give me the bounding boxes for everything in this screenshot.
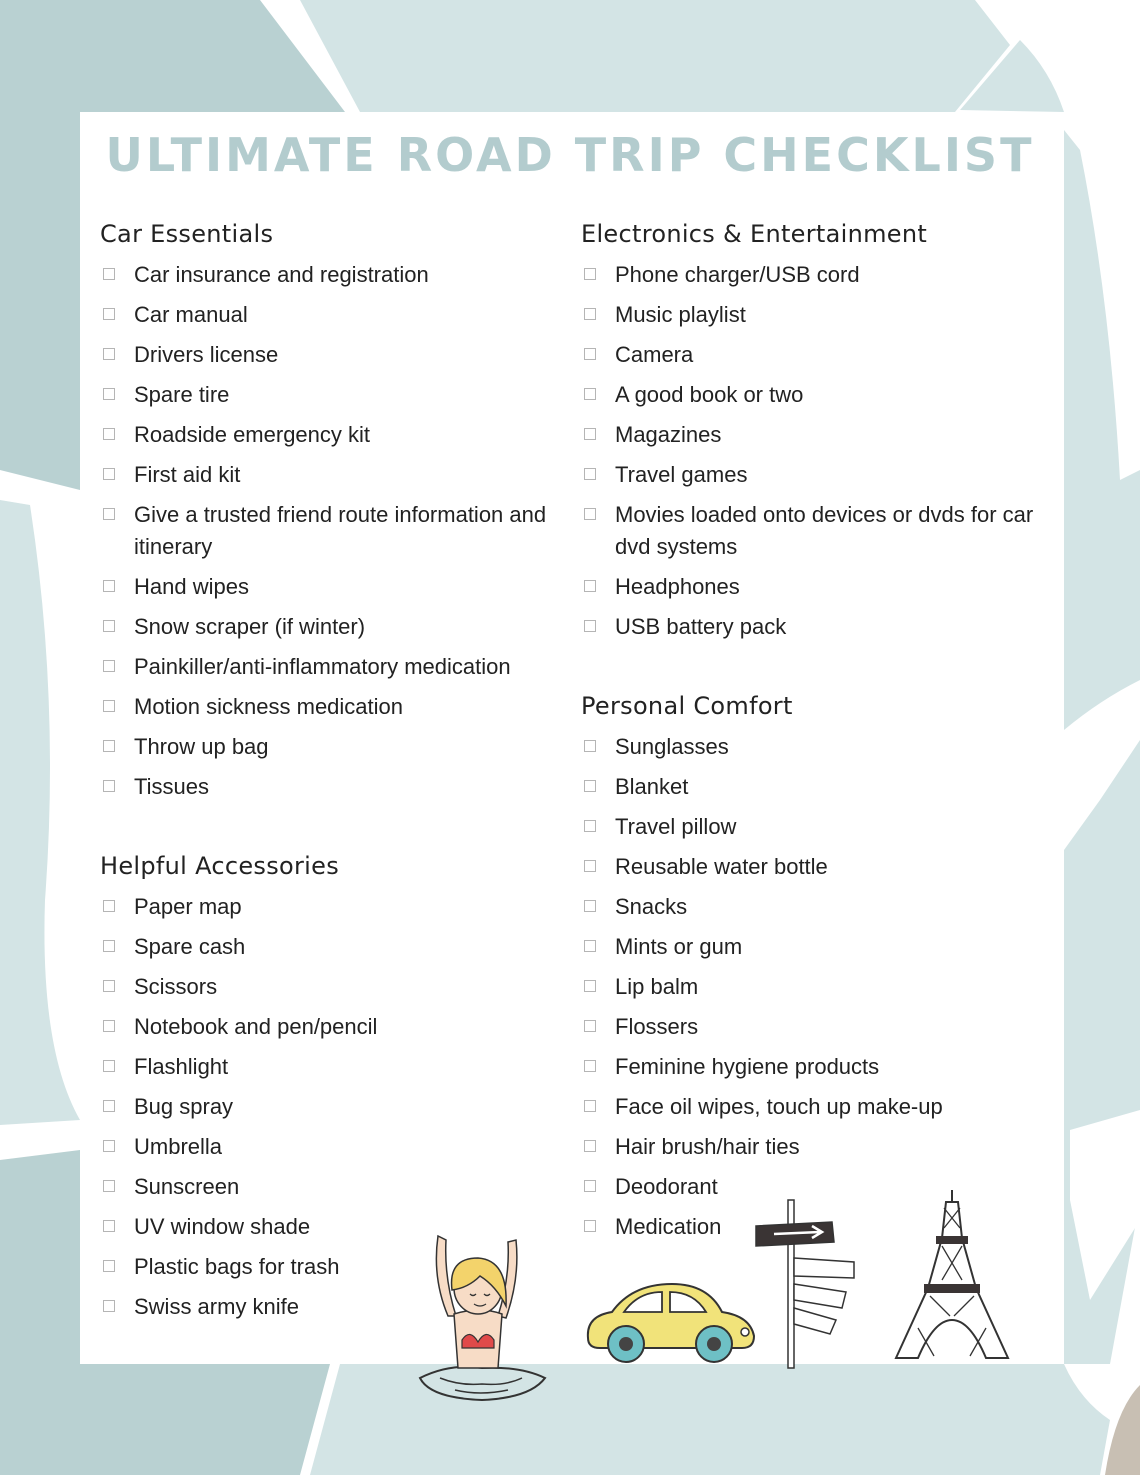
item-label: Roadside emergency kit xyxy=(134,422,371,447)
item-label: Bug spray xyxy=(134,1094,234,1119)
checklist-item[interactable] xyxy=(100,891,560,923)
checkbox[interactable] xyxy=(103,780,115,792)
item-label: Camera xyxy=(615,342,694,367)
checkbox[interactable] xyxy=(584,780,596,792)
item-label: Notebook and pen/pencil xyxy=(134,1014,378,1039)
item-label: First aid kit xyxy=(134,462,241,487)
checklist-item[interactable] xyxy=(581,931,1041,963)
checkbox[interactable] xyxy=(103,1180,115,1192)
checklist-item[interactable] xyxy=(581,731,1041,763)
item-label: A good book or two xyxy=(615,382,804,407)
item-label: Snacks xyxy=(615,894,688,919)
item-label: Motion sickness medication xyxy=(134,694,404,719)
checklist-item[interactable] xyxy=(100,379,560,411)
item-label: Travel pillow xyxy=(615,814,737,839)
item-label: Umbrella xyxy=(134,1134,223,1159)
checkbox[interactable] xyxy=(103,940,115,952)
item-label: Music playlist xyxy=(615,302,746,327)
checkbox[interactable] xyxy=(103,1020,115,1032)
checkbox[interactable] xyxy=(584,1100,596,1112)
checklist-item[interactable] xyxy=(100,771,560,803)
checkbox[interactable] xyxy=(584,980,596,992)
checklist-item[interactable] xyxy=(581,1051,1041,1083)
item-label: Paper map xyxy=(134,894,242,919)
checklist-item[interactable] xyxy=(581,1131,1041,1163)
checkbox[interactable] xyxy=(584,268,596,280)
item-label: Medication xyxy=(615,1214,722,1239)
checkbox[interactable] xyxy=(103,1140,115,1152)
checkbox[interactable] xyxy=(584,1180,596,1192)
checklist-item[interactable] xyxy=(581,299,1041,331)
checklist-item[interactable] xyxy=(100,731,560,763)
swimming-woman-illustration xyxy=(410,1228,555,1408)
checkbox[interactable] xyxy=(103,1060,115,1072)
checklist-item[interactable] xyxy=(581,499,1045,563)
checkbox[interactable] xyxy=(584,428,596,440)
checkbox[interactable] xyxy=(103,388,115,400)
checkbox[interactable] xyxy=(103,468,115,480)
item-label: Phone charger/USB cord xyxy=(615,262,860,287)
item-label: Throw up bag xyxy=(134,734,269,759)
item-label: Movies loaded onto devices or dvds for car dvd systems xyxy=(615,502,1034,559)
checkbox[interactable] xyxy=(103,1260,115,1272)
checklist-item[interactable] xyxy=(581,379,1041,411)
checklist-item[interactable] xyxy=(581,571,1041,603)
item-label: UV window shade xyxy=(134,1214,311,1239)
item-label: Give a trusted friend route information and itinerary xyxy=(134,502,547,559)
heading-car-essentials: Car Essentials xyxy=(100,220,274,248)
direction-signpost-illustration xyxy=(750,1196,860,1371)
checkbox[interactable] xyxy=(103,1100,115,1112)
checkbox[interactable] xyxy=(584,348,596,360)
checklist-item[interactable] xyxy=(100,259,560,291)
item-label: Spare cash xyxy=(134,934,246,959)
checkbox[interactable] xyxy=(584,580,596,592)
item-label: Tissues xyxy=(134,774,209,799)
checklist-item[interactable] xyxy=(100,571,560,603)
checklist-item[interactable] xyxy=(100,1131,560,1163)
checklist-item[interactable] xyxy=(100,499,564,563)
checkbox[interactable] xyxy=(584,740,596,752)
checklist-item[interactable] xyxy=(100,691,560,723)
checkbox[interactable] xyxy=(103,580,115,592)
checklist-item[interactable] xyxy=(581,811,1041,843)
checklist-item[interactable] xyxy=(100,1171,560,1203)
checklist-item[interactable] xyxy=(100,611,560,643)
item-label: Hand wipes xyxy=(134,574,249,599)
checklist-item[interactable] xyxy=(581,1091,1041,1123)
checklist-item[interactable] xyxy=(100,931,560,963)
heading-electronics: Electronics & Entertainment xyxy=(581,220,928,248)
item-label: Magazines xyxy=(615,422,722,447)
checklist-item[interactable] xyxy=(581,459,1041,491)
item-label: Plastic bags for trash xyxy=(134,1254,340,1279)
item-label: Sunglasses xyxy=(615,734,729,759)
checkbox[interactable] xyxy=(584,1020,596,1032)
checkbox[interactable] xyxy=(103,508,115,520)
checkbox[interactable] xyxy=(103,268,115,280)
checkbox[interactable] xyxy=(103,1300,115,1312)
checkbox[interactable] xyxy=(584,1060,596,1072)
item-label: Travel games xyxy=(615,462,748,487)
item-label: USB battery pack xyxy=(615,614,787,639)
checklist-item[interactable] xyxy=(581,419,1041,451)
checklist-item[interactable] xyxy=(100,971,560,1003)
checkbox[interactable] xyxy=(103,620,115,632)
checkbox[interactable] xyxy=(584,308,596,320)
checkbox[interactable] xyxy=(103,1220,115,1232)
checkbox[interactable] xyxy=(584,900,596,912)
item-label: Face oil wipes, touch up make-up xyxy=(615,1094,943,1119)
checkbox[interactable] xyxy=(584,820,596,832)
eiffel-tower-illustration xyxy=(890,1188,1015,1363)
checklist-item[interactable] xyxy=(100,419,560,451)
item-label: Headphones xyxy=(615,574,740,599)
checklist-item[interactable] xyxy=(100,459,560,491)
page-title: ULTIMATE ROAD TRIP CHECKLIST xyxy=(105,128,1035,182)
checkbox[interactable] xyxy=(584,940,596,952)
checkbox[interactable] xyxy=(584,388,596,400)
checkbox[interactable] xyxy=(103,348,115,360)
checklist-item[interactable] xyxy=(100,339,560,371)
checklist-item[interactable] xyxy=(581,259,1041,291)
checklist-item[interactable] xyxy=(100,651,560,683)
checklist-item[interactable] xyxy=(100,1091,560,1123)
checkbox[interactable] xyxy=(103,308,115,320)
checklist-item[interactable] xyxy=(581,771,1041,803)
item-label: Flossers xyxy=(615,1014,699,1039)
list-electronics xyxy=(581,259,1041,651)
item-label: Mints or gum xyxy=(615,934,743,959)
checklist-item[interactable] xyxy=(581,611,1041,643)
checkbox[interactable] xyxy=(584,620,596,632)
checkbox[interactable] xyxy=(103,660,115,672)
item-label: Car insurance and registration xyxy=(134,262,429,287)
item-label: Blanket xyxy=(615,774,689,799)
checklist-item[interactable] xyxy=(100,299,560,331)
item-label: Feminine hygiene products xyxy=(615,1054,880,1079)
checkbox[interactable] xyxy=(584,860,596,872)
item-label: Painkiller/anti-inflammatory medication xyxy=(134,654,511,679)
item-label: Snow scraper (if winter) xyxy=(134,614,366,639)
checkbox[interactable] xyxy=(584,468,596,480)
checklist-item[interactable] xyxy=(581,1011,1041,1043)
item-label: Hair brush/hair ties xyxy=(615,1134,800,1159)
item-label: Scissors xyxy=(134,974,218,999)
yellow-car-illustration xyxy=(582,1278,760,1368)
checkbox[interactable] xyxy=(103,900,115,912)
item-label: Car manual xyxy=(134,302,248,327)
item-label: Lip balm xyxy=(615,974,699,999)
item-label: Deodorant xyxy=(615,1174,718,1199)
checklist-item[interactable] xyxy=(581,339,1041,371)
checklist-item[interactable] xyxy=(581,891,1041,923)
checkbox[interactable] xyxy=(103,700,115,712)
checkbox[interactable] xyxy=(584,1140,596,1152)
item-label: Flashlight xyxy=(134,1054,229,1079)
item-label: Sunscreen xyxy=(134,1174,240,1199)
item-label: Drivers license xyxy=(134,342,279,367)
checkbox[interactable] xyxy=(103,980,115,992)
checkbox[interactable] xyxy=(103,740,115,752)
checkbox[interactable] xyxy=(584,508,596,520)
item-label: Swiss army knife xyxy=(134,1294,300,1319)
heading-helpful-accessories: Helpful Accessories xyxy=(100,852,340,880)
list-personal-comfort xyxy=(581,731,1041,1251)
checklist-item[interactable] xyxy=(100,1011,560,1043)
list-car-essentials xyxy=(100,259,560,811)
item-label: Spare tire xyxy=(134,382,230,407)
checklist-item[interactable] xyxy=(100,1051,560,1083)
checkbox[interactable] xyxy=(103,428,115,440)
checkbox[interactable] xyxy=(584,1220,596,1232)
checklist-item[interactable] xyxy=(581,851,1041,883)
heading-personal-comfort: Personal Comfort xyxy=(581,692,793,720)
checklist-item[interactable] xyxy=(581,971,1041,1003)
item-label: Reusable water bottle xyxy=(615,854,828,879)
